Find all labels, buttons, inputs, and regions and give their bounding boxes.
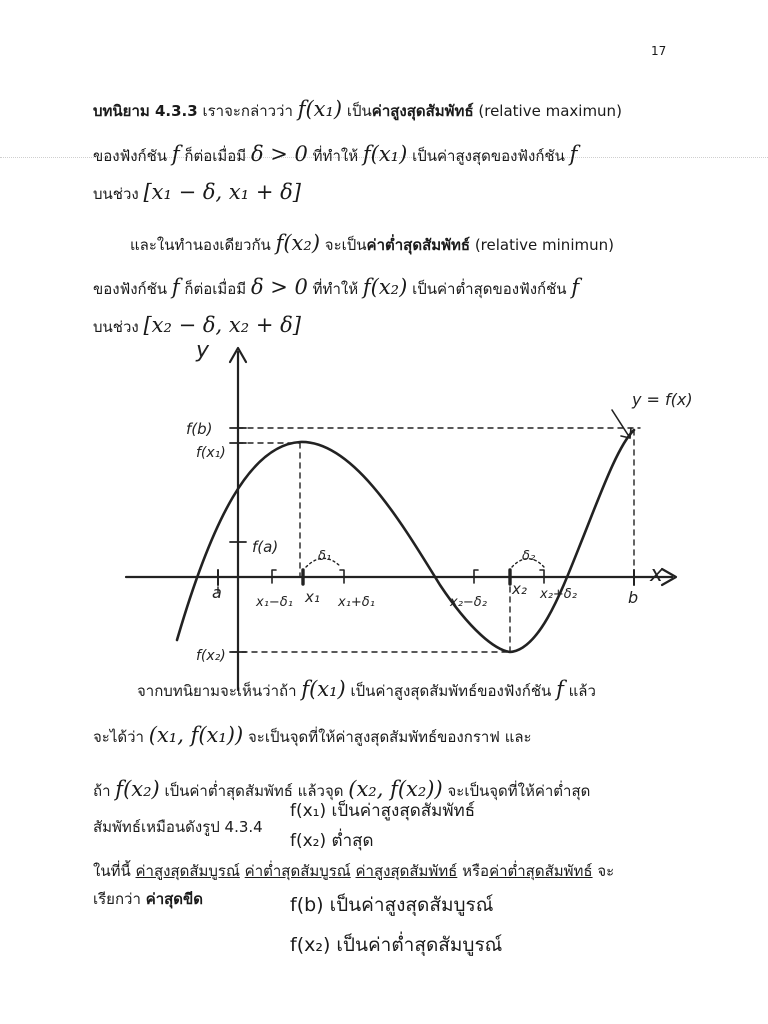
conclusion-line-4 (93, 816, 263, 838)
conc-text: สัมพัทธ์เหมือนดังรูป 4.3.4 (93, 818, 263, 836)
conc-text: จะเป็นจุดที่ให้ค่าสูงสุดสัมพัทธ์ของกราฟ และ (247, 728, 532, 746)
label-x2-plus-delta: x₂+δ₂ (540, 587, 577, 602)
def-text: ของฟังก์ชัน (93, 147, 168, 165)
min-text: ที่ทำให้ (312, 280, 359, 298)
footer-text: เรียกว่า (93, 890, 141, 908)
math-delta-cond: δ > 0 (250, 275, 308, 299)
term-absolute-min: ค่าต่ำสุดสัมบูรณ์ (244, 862, 351, 880)
math-f: f (171, 142, 180, 166)
term-relative-min: ค่าต่ำสุดสัมพัทธ์ (366, 236, 471, 254)
footer-line-1 (93, 860, 614, 882)
min-text: และในทำนองเดียวกัน (130, 236, 271, 254)
math-point1: (x₁, f(x₁)) (148, 723, 244, 747)
min-text: ก็ต่อเมื่อมี (184, 280, 247, 298)
min-text: จะเป็น (324, 236, 367, 254)
math-fx2: f(x₂) (275, 231, 321, 255)
footer-line-2 (93, 888, 203, 910)
label-fx1: f(x₁) (196, 445, 226, 461)
page-number: 17 (651, 44, 667, 58)
math-fx1: f(x₁) (362, 142, 408, 166)
label-delta2: δ₂ (522, 549, 536, 564)
math-delta-cond: δ > 0 (250, 142, 308, 166)
term-extreme-value: ค่าสุดขีด (145, 890, 204, 908)
def-text: ก็ต่อเมื่อมี (184, 147, 247, 165)
y-axis-label: y (196, 338, 210, 363)
math-fx2: f(x₂) (362, 275, 408, 299)
math-f: f (571, 275, 580, 299)
x-axis-label: x (650, 562, 664, 587)
conc-text: ถ้า (93, 782, 111, 800)
conc-text: เป็นค่าสูงสุดสัมพัทธ์ของฟังก์ชัน (350, 682, 552, 700)
handwritten-note-3: f(b) เป็นค่าสูงสุดสัมบูรณ์ (290, 894, 494, 916)
math-fx2: f(x₂) (115, 777, 160, 801)
math-fx1: f(x₁) (301, 677, 346, 701)
conc-text: เป็นค่าต่ำสุดสัมพัทธ์ แล้วจุด (164, 782, 344, 800)
conclusion-line-1 (137, 678, 596, 702)
conclusion-line-3 (93, 778, 590, 802)
label-b: b (628, 588, 639, 607)
label-x1: x₁ (305, 588, 320, 606)
label-x2-minus-delta: x₂−δ₂ (450, 595, 487, 610)
math-point2: (x₂, f(x₂)) (348, 777, 443, 801)
guide-lines (218, 428, 640, 652)
footer-text: หรือ (462, 862, 490, 880)
def-text: เป็น (346, 102, 372, 120)
label-x1-minus-delta: x₁−δ₁ (256, 595, 293, 610)
math-f: f (569, 142, 578, 166)
handwritten-note-4: f(x₂) เป็นค่าต่ำสุดสัมบูรณ์ (290, 934, 503, 956)
handwritten-note-1: f(x₁) เป็นค่าสูงสุดสัมพัทธ์ (290, 801, 476, 821)
label-x2: x₂ (512, 580, 527, 598)
label-a: a (212, 583, 222, 602)
def-text: เป็นค่าสูงสุดของฟังก์ชัน (412, 147, 565, 165)
def-text: บนช่วง (93, 185, 139, 203)
def-text: ที่ทำให้ (312, 147, 359, 165)
label-fb: f(b) (186, 420, 213, 438)
def-text: เราจะกล่าวว่า (202, 102, 293, 120)
conc-text: แล้ว (568, 682, 596, 700)
term-relative-min-en: (relative minimun) (474, 236, 614, 254)
math-f: f (171, 275, 180, 299)
function-curve (177, 430, 634, 652)
label-x1-plus-delta: x₁+δ₁ (338, 595, 375, 610)
footer-text: ในที่นี้ (93, 862, 131, 880)
term-relative-max: ค่าสูงสุดสัมพัทธ์ (355, 862, 458, 880)
min-text: เป็นค่าต่ำสุดของฟังก์ชัน (412, 280, 567, 298)
term-relative-min: ค่าต่ำสุดสัมพัทธ์ (489, 862, 593, 880)
label-fa: f(a) (252, 538, 279, 556)
min-text: ของฟังก์ชัน (93, 280, 168, 298)
conclusion-line-2 (93, 724, 532, 748)
min-text: บนช่วง (93, 318, 139, 336)
term-relative-max: ค่าสูงสุดสัมพัทธ์ (371, 102, 474, 120)
conc-text: จะได้ว่า (93, 728, 144, 746)
label-fx2: f(x₂) (196, 648, 226, 664)
term-relative-max-en: (relative maximun) (478, 102, 622, 120)
conc-text: จะเป็นจุดที่ให้ค่าต่ำสุด (447, 782, 591, 800)
math-f: f (556, 677, 564, 701)
math-interval-2: [x₂ − δ, x₂ + δ] (143, 313, 301, 337)
curve-label: y = f(x) (632, 390, 693, 409)
label-delta1: δ₁ (318, 549, 332, 564)
math-fx1: f(x₁) (297, 97, 343, 121)
math-interval-1: [x₁ − δ, x₁ + δ] (143, 180, 301, 204)
footer-text: จะ (597, 862, 615, 880)
definition-label: บทนิยาม 4.3.3 (93, 102, 198, 120)
handwritten-note-2: f(x₂) ต่ำสุด (290, 831, 374, 851)
conc-text: จากบทนิยามจะเห็นว่าถ้า (137, 682, 297, 700)
term-absolute-max: ค่าสูงสุดสัมบูรณ์ (135, 862, 240, 880)
